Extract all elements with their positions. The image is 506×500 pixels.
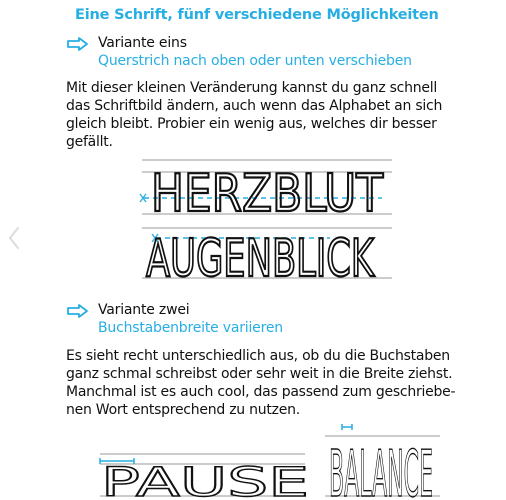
paragraph-line: Manchmal ist es auch cool, das passend zum geschriebe-	[66, 384, 456, 400]
variant-one-title: Variante eins	[98, 35, 187, 51]
example-word: PAUSE	[101, 460, 309, 500]
paragraph-line: ganz schmal schreibst oder sehr weit in die Breite ziehst.	[66, 366, 453, 382]
lettering-example-variant-one	[130, 148, 400, 288]
arrow-right-icon	[66, 303, 90, 319]
example-word: HERZBLUT	[151, 164, 384, 224]
variant-two-subtitle: Buchstabenbreite variieren	[98, 320, 283, 336]
paragraph-line: gefällt.	[66, 134, 113, 150]
variant-one-subtitle: Querstrich nach oben oder unten verschieben	[98, 53, 412, 69]
paragraph-line: das Schriftbild ändern, auch wenn das Alphabet an sich	[66, 98, 443, 114]
variant-one-paragraph	[66, 79, 506, 151]
variant-two-title: Variante zwei	[98, 302, 190, 318]
paragraph-line: nen Wort entsprechend zu nutzen.	[66, 402, 300, 418]
arrow-right-icon	[66, 36, 90, 52]
example-word: BALANCE	[329, 438, 433, 500]
chevron-left-icon[interactable]	[6, 225, 22, 251]
variant-two-paragraph	[66, 347, 506, 419]
lettering-example-variant-two	[90, 418, 450, 500]
paragraph-line: Es sieht recht unterschiedlich aus, ob du die Buchstaben	[66, 348, 450, 364]
width-markers	[100, 424, 352, 464]
example-word: AUGENBLICK	[146, 229, 376, 289]
paragraph-line: Mit dieser kleinen Veränderung kannst du ganz schnell	[66, 80, 438, 96]
page-heading: Eine Schrift, fünf verschiedene Möglichkeiten	[75, 7, 439, 23]
paragraph-line: gleich bleibt. Probier ein wenig aus, welches dir besser	[66, 116, 437, 132]
